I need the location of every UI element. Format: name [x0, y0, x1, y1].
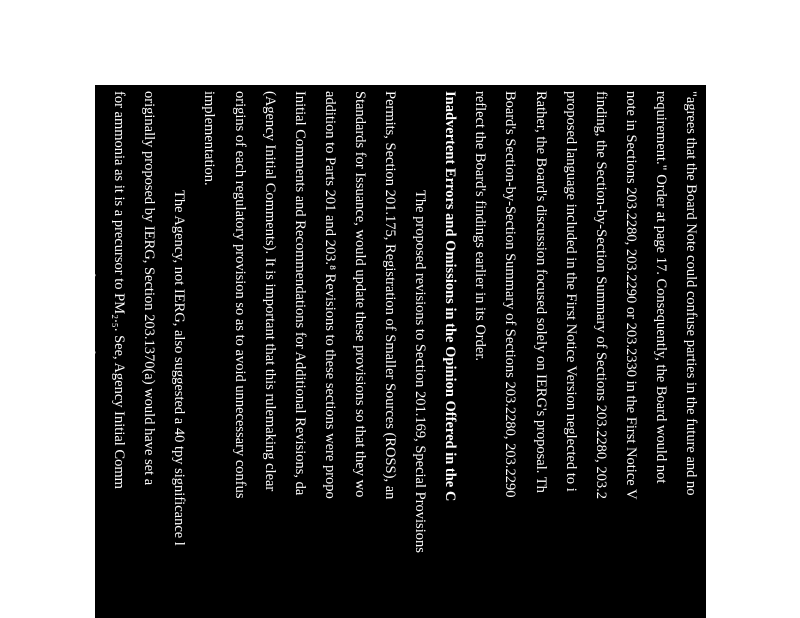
text-line: requirement." Order at page 17. Consequently, the Board would not [652, 91, 669, 484]
text-line: the Board decides to set a significance level for ammonia, absent det [81, 91, 98, 489]
text-line: origins of each regulatory provision so as to avoid unnecessary confus [231, 91, 248, 499]
text-line: reflect the Board's findings earlier in its Order. [472, 91, 489, 361]
section-heading: Inadvertent Errors and Omissions in the Opinion Offered in the C [442, 91, 459, 502]
text-line: Rather, the Board's discussion focused solely on IERG's proposal. Th [532, 91, 549, 493]
text-line: "agrees that the Board Note could confuse parties in the future and no [683, 91, 699, 496]
document-body [74, 85, 706, 618]
text-line: note in Sections 203.2280, 203.2290 or 203.2330 in the First Notice V [622, 91, 639, 500]
text-line: Permits, Section 201.175, Registration of Smaller Sources (ROSS), an [382, 91, 399, 500]
text-line: Board's Section-by-Section Summary of Sections 203.2280, 203.2290 [502, 91, 519, 498]
text-line: (Agency Initial Comments). It is important that this rulemaking clear [261, 91, 278, 492]
text-line: proposed language included in the First Notice Version neglected to i [562, 91, 579, 492]
text-line: implementation. [201, 91, 218, 186]
paragraph-first-line: The proposed revisions to Section 201.169, Special Provisions [412, 190, 429, 553]
rotated-text-block [81, 85, 706, 618]
scanned-page [81, 85, 706, 618]
text-line: Standards for Issuance, would update these provisions so that they wo [351, 91, 368, 498]
paragraph-first-line: The Agency, not IERG, also suggested a 40 tpy significance l [171, 190, 188, 546]
text-line: for ammonia as it is a precursor to PM₂.₅. See, Agency Initial Comm [111, 91, 128, 489]
text-line: Initial Comments and Recommendations for Additional Revisions, da [291, 91, 308, 496]
text-line: addition to Parts 201 and 203.⁸ Revisions to these sections were propo [321, 91, 338, 499]
text-line: originally proposed by IERG, Section 203.1370(a) would have set a [141, 91, 158, 486]
text-line: finding, the Section-by-Section Summary of Sections 203.2280, 203.2 [592, 91, 609, 499]
